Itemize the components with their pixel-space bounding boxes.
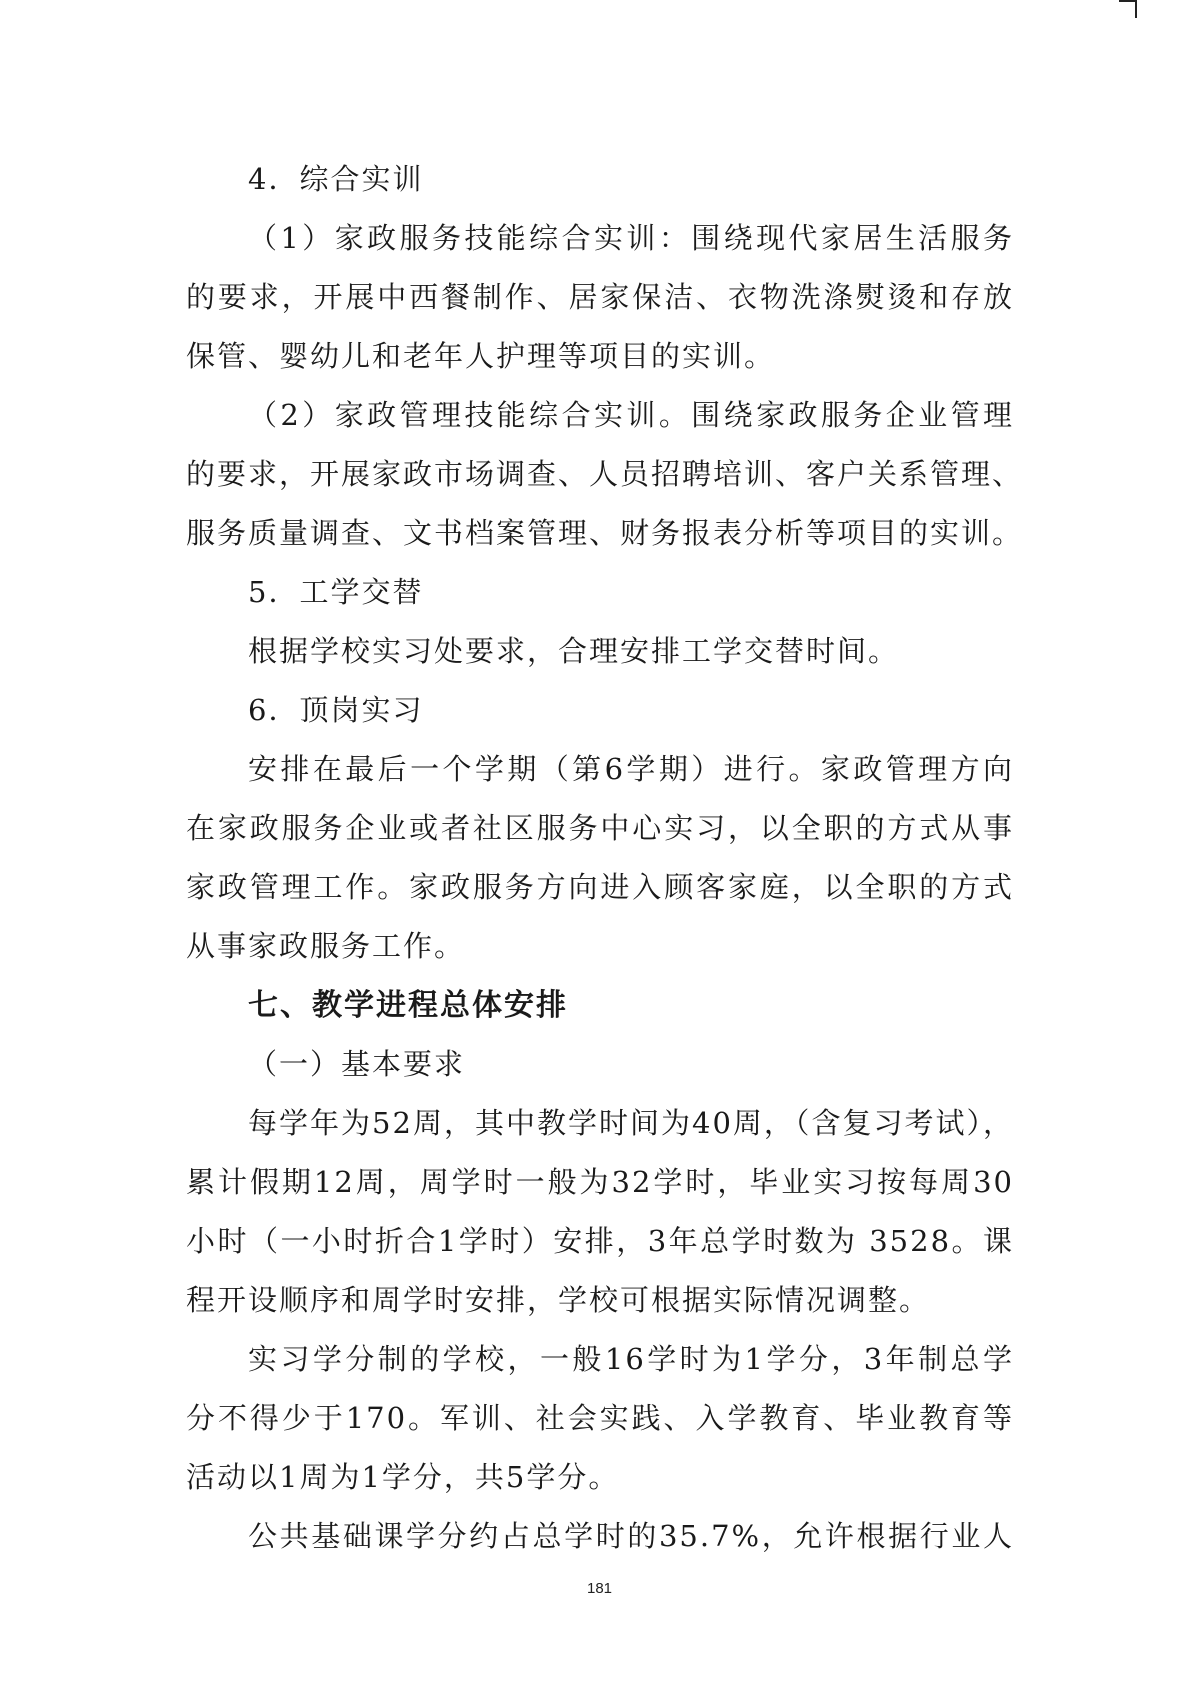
paragraph-line: 在家政服务企业或者社区服务中心实习，以全职的方式从事 (186, 811, 1014, 845)
paragraph-line: 保管、婴幼儿和老年人护理等项目的实训。 (186, 339, 776, 373)
section-heading: 七、教学进程总体安排 (248, 988, 568, 1023)
document-body (186, 150, 1024, 1566)
paragraph-line: 程开设顺序和周学时安排，学校可根据实际情况调整。 (186, 1283, 931, 1317)
crop-mark (1119, 0, 1137, 18)
paragraph-line: 小时（一小时折合1学时）安排，3年总学时数为 3528。课 (186, 1224, 1014, 1258)
paragraph-line: 根据学校实习处要求，合理安排工学交替时间。 (248, 634, 900, 668)
page-number: 181 (586, 1580, 613, 1597)
paragraph-line: 的要求，开展中西餐制作、居家保洁、衣物洗涤熨烫和存放 (186, 280, 1014, 314)
paragraph-line: 活动以1周为1学分，共5学分。 (186, 1460, 620, 1494)
subheading: （一）基本要求 (248, 1047, 466, 1081)
paragraph-line: 服务质量调查、文书档案管理、财务报表分析等项目的实训。 (186, 516, 1024, 550)
paragraph-line: 安排在最后一个学期（第6学期）进行。家政管理方向 (248, 752, 1014, 786)
subheading: 4．综合实训 (248, 162, 424, 196)
paragraph-line: （1）家政服务技能综合实训：围绕现代家居生活服务 (248, 221, 1014, 255)
paragraph-line: 的要求，开展家政市场调查、人员招聘培训、客户关系管理、 (186, 457, 1024, 491)
paragraph-line: 每学年为52周，其中教学时间为40周，（含复习考试）， (248, 1106, 1014, 1140)
paragraph-line: 累计假期12周，周学时一般为32学时，毕业实习按每周30 (186, 1165, 1014, 1199)
paragraph-line: （2）家政管理技能综合实训。围绕家政服务企业管理 (248, 398, 1014, 432)
paragraph-line: 实习学分制的学校，一般16学时为1学分，3年制总学 (248, 1342, 1014, 1376)
paragraph-line: 公共基础课学分约占总学时的35.7%，允许根据行业人 (248, 1519, 1014, 1553)
paragraph-line: 从事家政服务工作。 (186, 929, 466, 963)
paragraph-line: 分不得少于170。军训、社会实践、入学教育、毕业教育等 (186, 1401, 1014, 1435)
subheading: 6．顶岗实习 (248, 693, 424, 727)
subheading: 5．工学交替 (248, 575, 424, 609)
paragraph-line: 家政管理工作。家政服务方向进入顾客家庭，以全职的方式 (186, 870, 1014, 904)
